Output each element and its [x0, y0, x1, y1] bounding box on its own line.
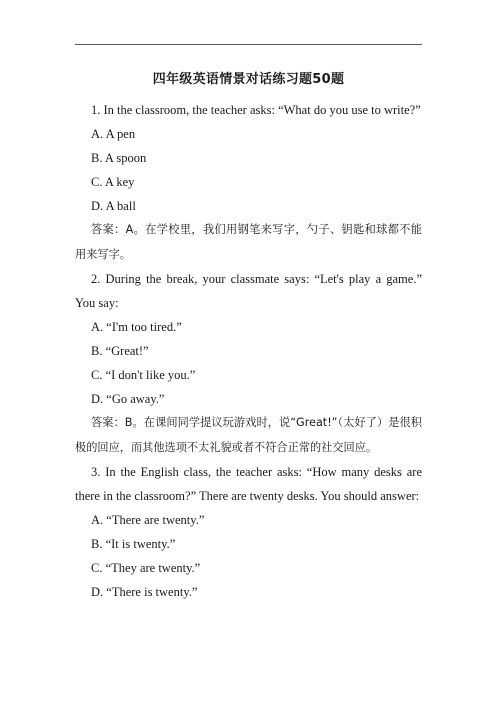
q3-option-d: D. “There is twenty.”: [91, 585, 198, 599]
q3-option-b: B. “It is twenty.”: [91, 537, 176, 551]
q2-answer: 答案：B。在课间同学提议玩游戏时，说“Great!”（太好了）是很积极的回应，而其他选项不太礼貌或者不符合正常的社交回应。: [75, 416, 422, 454]
document-body: [75, 98, 422, 604]
q1-option-a: A. A pen: [91, 127, 136, 141]
header-rule: [75, 44, 422, 45]
q1-option-d: D. A ball: [91, 199, 136, 213]
q1-answer: 答案：A。在学校里，我们用钢笔来写字，勺子、钥匙和球都不能用来写字。: [75, 223, 422, 261]
q2-option-d: D. “Go away.”: [91, 392, 165, 406]
q2-option-a: A. “I'm too tired.”: [91, 320, 182, 334]
question-1: 1. In the classroom, the teacher asks: “What do you use to write?”: [91, 103, 421, 117]
q3-option-a: A. “There are twenty.”: [91, 513, 205, 527]
q2-option-b: B. “Great!”: [91, 344, 149, 358]
q1-option-c: C. A key: [91, 175, 135, 189]
question-3: 3. In the English class, the teacher asks: “How many desks are there in the classroom?” There are twenty desks. You should answer:: [75, 465, 422, 503]
q1-option-b: B. A spoon: [91, 151, 147, 165]
document-title: 四年级英语情景对话练习题50题: [152, 72, 345, 87]
q2-option-c: C. “I don't like you.”: [91, 368, 196, 382]
question-2: 2. During the break, your classmate says: “Let's play a game.” You say:: [75, 272, 422, 310]
q3-option-c: C. “They are twenty.”: [91, 561, 201, 575]
